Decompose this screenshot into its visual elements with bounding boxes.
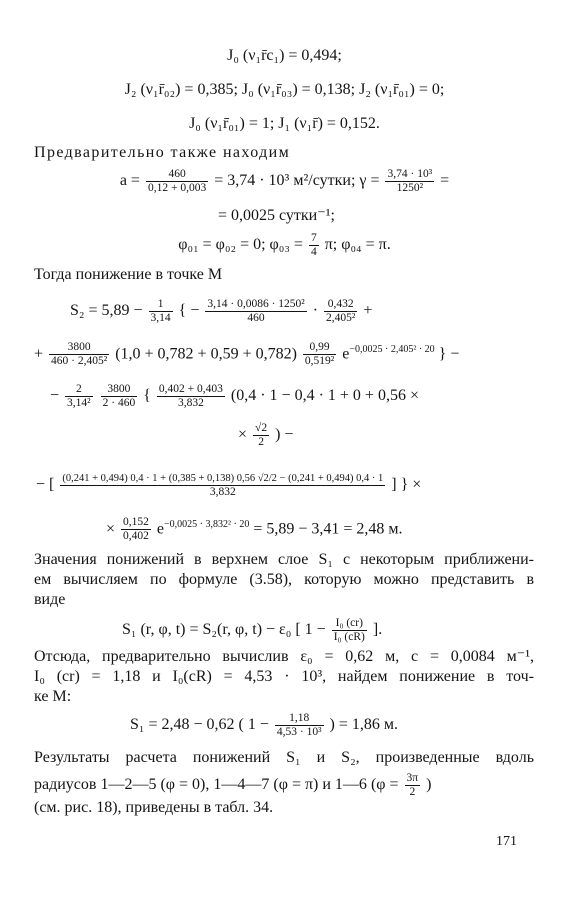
text-then: Тогда понижение в точке M (34, 266, 223, 283)
fraction: $\frac{7}{4}$ (310, 232, 317, 258)
fraction: $\frac{0,99}{\text{0,519²}}$ (304, 341, 335, 368)
s2-line-4: × $\frac{√2}{2}$ ) − (238, 422, 294, 448)
s2-line-5: − [ (0,241 + 0,494) 0,4 · 1 + (0,385 + 0,138) 0,56 √2/2 − (0,241 + 0,494) 0,4 · 1 3,832 ] } × (36, 473, 422, 498)
bessel-line-3: J₀ (ν₁r̄₀₁) = 1; J₁ (ν₁r̄) = 0,152. (189, 115, 380, 132)
s2-line-1: S₂ = 5,89 − $\frac{1}{3,14}$ { − $\frac{\text{3,14 · 0,0086 · 1250²}}{460}$ · $\frac{0,432}{\text{2,405²}}$ + (70, 298, 373, 324)
paragraph-2-line-3: ке M: (34, 688, 72, 705)
s2-line-3: − $\frac{2}{\text{3,14²}}$ $\frac{3800}{2 \cdot 460}$ { $\frac{0,402 + 0,403}{3,832}$ (0,4 · 1 − 0,4 · 1 + 0 + 0,56 × (50, 383, 419, 409)
fraction: $\frac{3800}{\text{460 · 2,405²}}$ (51, 341, 108, 368)
fraction: $\frac{3800}{2 \cdot 460}$ (102, 383, 136, 409)
equation-gamma-value: = 0,0025 сутки⁻¹; (218, 207, 335, 224)
paragraph-2-line-1: Отсюда, предварительно вычислив ε₀ = 0,62 м, c = 0,0084 м⁻¹, (34, 648, 534, 665)
equation-a-gamma: a = $\frac{460}{0,12 + 0,003}$ = 3,74 · 10³ м²/сутки; γ = $\frac{\text{3,74 · 10³}}{\text{1250²}}$ = (119, 168, 450, 194)
bessel-line-1: J₀ (ν₁r̄c₁) = 0,494; (227, 47, 342, 64)
fraction: $\frac{0,152}{0,402}$ (123, 516, 149, 543)
fraction: $\frac{0,432}{\text{2,405²}}$ (326, 298, 356, 324)
fraction: $\frac{1}{3,14}$ (150, 298, 171, 324)
bessel-line-2: J₂ (ν₁r̄₀₂) = 0,385; J₀ (ν₁r̄₀₃) = 0,138; J₂ (ν₁r̄₀₁) = 0; (124, 81, 445, 98)
paragraph-1-line-2: ем вычисляем по формуле (3.58), которую можно представить в (34, 571, 534, 588)
fraction: $\frac{\text{3,74 · 10³}}{\text{1250²}}$ (387, 168, 433, 194)
equation-phi: φ₀₁ = φ₀₂ = 0; φ₀₃ = $\frac{7}{4}$ π; φ₀₄ = π. (178, 232, 391, 258)
fraction: $\frac{2}{\text{3,14²}}$ (67, 383, 91, 409)
fraction: $\frac{460}{0,12 + 0,003}$ (147, 168, 207, 194)
fraction: $\frac{√2}{2}$ (255, 422, 268, 448)
page-number: 171 (496, 834, 517, 849)
paragraph-3-line-2: радиусов 1—2—5 (φ = 0), 1—4—7 (φ = π) и 1—6 (φ = $\frac{3\pi}{2}$ ) (34, 772, 432, 798)
s2-line-6: × $\frac{0,152}{0,402}$ $e^{-0,0025 \cdot 3,832^2 \cdot 20} = 5,89 - 3,41 = 2,48$ м. (106, 516, 403, 543)
fraction: $\frac{\text{3,14 · 0,0086 · 1250²}}{460}$ (207, 298, 305, 324)
fraction: $\frac{3\pi}{2}$ (406, 772, 419, 798)
fraction: $\frac{1,18}{\text{4,53 · 10³}}$ (276, 712, 322, 738)
text-prelim: Предварительно также находим (34, 144, 291, 161)
fraction: $\frac{0,402 + 0,403}{3,832}$ (158, 383, 223, 409)
paragraph-1-line-1: Значения понижений в верхнем слое S₁ с некоторым приближени- (34, 551, 534, 568)
paragraph-3-line-3: (см. рис. 18), приведены в табл. 34. (34, 799, 274, 816)
fraction: (0,241 + 0,494) 0,4 · 1 + (0,385 + 0,138) 0,56 √2/2 − (0,241 + 0,494) 0,4 · 1 3,832 (62, 473, 384, 498)
s1-formula: S₁ (r, φ, t) = S₂(r, φ, t) − ε₀ [ 1 − $\frac{\text{I₀ (cr)}}{\text{I₀ (cR)}}$ ]. (122, 617, 383, 643)
fraction: $\frac{\text{I₀ (cr)}}{\text{I₀ (cR)}}$ (333, 617, 365, 643)
s2-line-2: + $\frac{3800}{\text{460 · 2,405²}}$ (1,0 + 0,782 + 0,59 + 0,782) $\frac{0,99}{\text{0,519²}}$ $e^{-0,0025 \cdot 2,405^2 \cdot 20}$ } − (34, 341, 460, 368)
paragraph-1-line-3: виде (34, 591, 66, 608)
s1-value: S₁ = 2,48 − 0,62 ( 1 − $\frac{1,18}{\text{4,53 · 10³}}$ ) = 1,86 м. (130, 712, 399, 738)
paragraph-3-line-1: Результаты расчета понижений S₁ и S₂, произведенные вдоль (34, 749, 534, 766)
paragraph-2-line-2: I₀ (cr) = 1,18 и I₀(cR) = 4,53 · 10³, найдем понижение в точ- (34, 668, 534, 685)
